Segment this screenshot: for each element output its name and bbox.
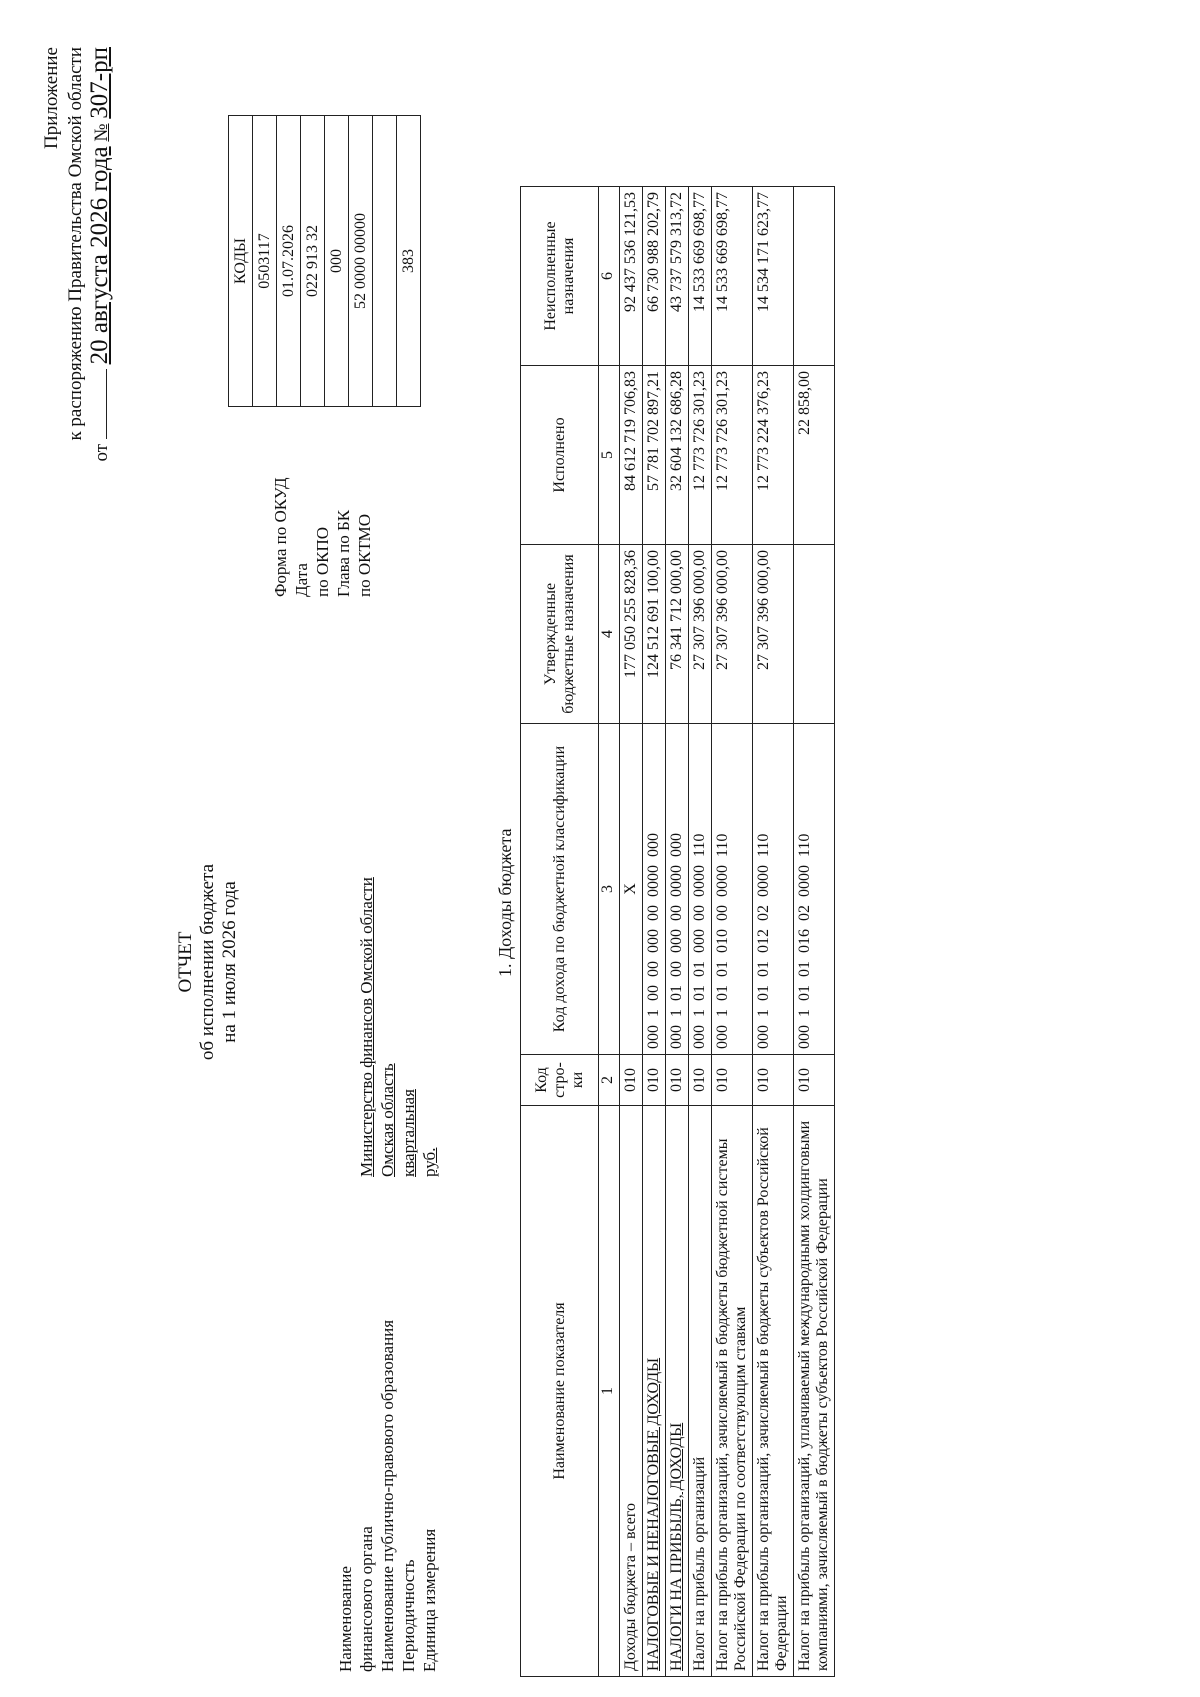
appendix-date: 20 августа 2026 года bbox=[86, 146, 113, 365]
row-unexecuted: 14 534 171 623,77 bbox=[753, 187, 794, 366]
label-municipal: Наименование публично-правового образования bbox=[378, 1319, 397, 1672]
row-code: 000 1 01 01 010 00 0000 110 bbox=[712, 724, 753, 1055]
row-executed: 22 858,00 bbox=[794, 366, 835, 545]
row-line: 010 bbox=[753, 1055, 794, 1106]
row-line: 010 bbox=[666, 1055, 689, 1106]
value-fin-body: Министерство финансов Омской области bbox=[357, 877, 376, 1177]
header-executed: Исполнено bbox=[521, 366, 599, 545]
row-line: 010 bbox=[643, 1055, 666, 1106]
row-unexecuted: 14 533 669 698,77 bbox=[689, 187, 712, 366]
row-code: X bbox=[620, 724, 643, 1055]
col-number: 4 bbox=[599, 545, 620, 724]
row-code: 000 1 00 00 000 00 0000 000 bbox=[643, 724, 666, 1055]
header-line-code: Код стро-ки bbox=[521, 1055, 599, 1106]
row-executed: 57 781 702 897,21 bbox=[643, 366, 666, 545]
label-unit: Единица измерения bbox=[420, 1528, 439, 1672]
value-unit: руб. bbox=[420, 1147, 439, 1177]
label-date: Дата bbox=[292, 563, 311, 597]
row-line: 010 bbox=[689, 1055, 712, 1106]
row-code: 000 1 01 01 012 02 0000 110 bbox=[753, 724, 794, 1055]
table-row bbox=[794, 187, 835, 1677]
report-date: на 1 июля 2026 года bbox=[219, 881, 240, 1043]
row-approved: 177 050 255 828,36 bbox=[620, 545, 643, 724]
row-approved: 27 307 396 000,00 bbox=[689, 545, 712, 724]
row-name: Налог на прибыль организаций, зачисляемый в бюджеты бюджетной системы Российской Федерации по соответствующим ставкам bbox=[712, 1106, 753, 1677]
value-periodicity: квартальная bbox=[399, 1089, 418, 1177]
report-values bbox=[356, 577, 440, 1177]
label-bk: Глава по БК bbox=[334, 509, 353, 597]
table-row bbox=[620, 187, 643, 1677]
row-executed: 12 773 726 301,23 bbox=[689, 366, 712, 545]
code-oktmo: 52 0000 00000 bbox=[349, 116, 373, 407]
label-oktmo: по ОКТМО bbox=[355, 513, 374, 597]
row-line: 010 bbox=[712, 1055, 753, 1106]
row-name: Налог на прибыль организаций, зачисляемый в бюджеты субъектов Российской Федерации bbox=[753, 1106, 794, 1677]
appendix-number: 307-рп bbox=[86, 47, 113, 119]
from-label: от bbox=[91, 443, 112, 462]
row-approved bbox=[794, 545, 835, 724]
report-title: ОТЧЕТ bbox=[175, 931, 196, 993]
row-unexecuted bbox=[794, 187, 835, 366]
number-label: № bbox=[91, 123, 112, 142]
appendix-title: Приложение bbox=[41, 47, 62, 149]
code-okud: 0503117 bbox=[253, 116, 277, 407]
code-bk: 000 bbox=[325, 116, 349, 407]
form-code-labels bbox=[270, 397, 375, 597]
row-executed: 84 612 719 706,83 bbox=[620, 366, 643, 545]
row-approved: 124 512 691 100,00 bbox=[643, 545, 666, 724]
codes-table bbox=[228, 115, 421, 407]
row-line: 010 bbox=[794, 1055, 835, 1106]
row-name: НАЛОГИ НА ПРИБЫЛЬ, ДОХОДЫ bbox=[666, 1106, 689, 1677]
table-row bbox=[643, 187, 666, 1677]
label-periodicity: Периодичность bbox=[399, 1559, 418, 1672]
section-title: 1. Доходы бюджета bbox=[495, 828, 515, 977]
label-fin-body-2: финансового органа bbox=[357, 1526, 376, 1672]
report-heading bbox=[175, 747, 241, 1177]
label-okud: Форма по ОКУД bbox=[271, 477, 290, 597]
col-number: 5 bbox=[599, 366, 620, 545]
row-unexecuted: 66 730 988 202,79 bbox=[643, 187, 666, 366]
row-name: Налог на прибыль организаций bbox=[689, 1106, 712, 1677]
code-unit: 383 bbox=[397, 116, 421, 407]
row-unexecuted: 14 533 669 698,77 bbox=[712, 187, 753, 366]
appendix-date-line bbox=[88, 47, 114, 517]
table-row bbox=[753, 187, 794, 1677]
appendix-header bbox=[40, 47, 114, 517]
row-unexecuted: 43 737 579 313,72 bbox=[666, 187, 689, 366]
label-fin-body-1: Наименование bbox=[336, 1566, 355, 1672]
report-labels bbox=[335, 1202, 440, 1672]
row-approved: 27 307 396 000,00 bbox=[712, 545, 753, 724]
header-name: Наименование показателя bbox=[521, 1106, 599, 1677]
row-approved: 76 341 712 000,00 bbox=[666, 545, 689, 724]
row-name: Налог на прибыль организаций, уплачиваемый международными холдинговыми компаниями, зачисляемый в бюджеты субъектов Российской Федерации bbox=[794, 1106, 835, 1677]
appendix-subtitle: к распоряжению Правительства Омской области bbox=[65, 47, 86, 441]
row-line: 010 bbox=[620, 1055, 643, 1106]
row-unexecuted: 92 437 536 121,53 bbox=[620, 187, 643, 366]
row-code: 000 1 01 00 000 00 0000 000 bbox=[666, 724, 689, 1055]
row-approved: 27 307 396 000,00 bbox=[753, 545, 794, 724]
table-row bbox=[689, 187, 712, 1677]
row-executed: 12 773 726 301,23 bbox=[712, 366, 753, 545]
row-name: Доходы бюджета – всего bbox=[620, 1106, 643, 1677]
col-number: 1 bbox=[599, 1106, 620, 1677]
header-approved: Утвержденные бюджетные назначения bbox=[521, 545, 599, 724]
row-executed: 12 773 224 376,23 bbox=[753, 366, 794, 545]
col-number: 3 bbox=[599, 724, 620, 1055]
value-municipal: Омская область bbox=[378, 1063, 397, 1177]
code-date: 01.07.2026 bbox=[277, 116, 301, 407]
code-okpo: 022 913 32 bbox=[301, 116, 325, 407]
header-class-code: Код дохода по бюджетной классификации bbox=[521, 724, 599, 1055]
row-name: НАЛОГОВЫЕ И НЕНАЛОГОВЫЕ ДОХОДЫ bbox=[643, 1106, 666, 1677]
code-blank bbox=[373, 116, 397, 407]
col-number: 6 bbox=[599, 187, 620, 366]
income-table bbox=[520, 186, 835, 1677]
codes-header: КОДЫ bbox=[229, 116, 253, 407]
row-executed: 32 604 132 686,28 bbox=[666, 366, 689, 545]
label-okpo: по ОКПО bbox=[313, 526, 332, 597]
table-row bbox=[712, 187, 753, 1677]
col-number: 2 bbox=[599, 1055, 620, 1106]
header-unexecuted: Неисполненные назначения bbox=[521, 187, 599, 366]
report-subtitle: об исполнении бюджета bbox=[197, 863, 218, 1061]
table-row bbox=[666, 187, 689, 1677]
row-code: 000 1 01 01 016 02 0000 110 bbox=[794, 724, 835, 1055]
row-code: 000 1 01 01 000 00 0000 110 bbox=[689, 724, 712, 1055]
